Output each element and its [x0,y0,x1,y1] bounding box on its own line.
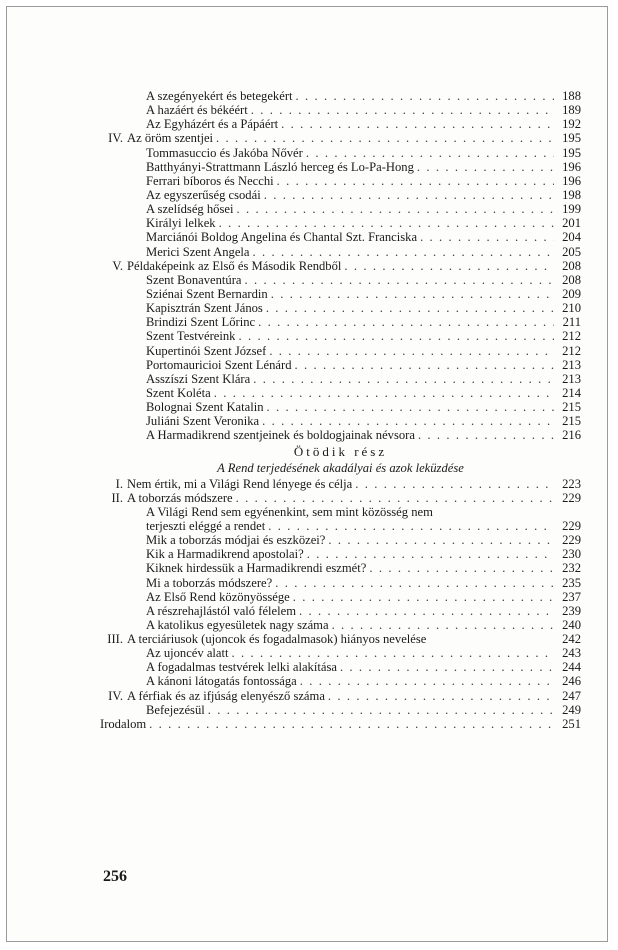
toc-entry [100,703,581,717]
toc-entry-title: Szent Bonaventúra [146,272,242,287]
toc-entry-page: 232 [562,561,581,576]
toc-entry-page: 247 [562,688,581,703]
toc-entry [100,428,581,442]
toc-entry-title: A katolikus egyesületek nagy száma [146,617,329,632]
dot-leader [269,344,554,358]
toc-entry [100,590,581,604]
toc-entry-title: A toborzás módszere [127,490,233,505]
dot-leader [344,259,554,273]
toc-entry-title: Mi a toborzás módszere? [146,575,273,590]
page-number: 256 [103,868,127,885]
toc-entry-number: IV. [108,688,123,703]
toc-entry [100,505,581,519]
toc-entry-title: A szelídség hősei [146,202,234,217]
toc-entry [100,344,581,358]
toc-entry-page: 242 [562,632,581,647]
toc-entry [100,358,581,372]
toc-entry [100,174,581,188]
toc-entry-title: Merici Szent Angela [146,244,250,259]
toc-entry-title: A férfiak és az ifjúság elenyésző száma [127,688,325,703]
dot-leader [149,717,554,731]
toc-entry [100,604,581,618]
toc-entry-page: 230 [562,547,581,562]
dot-leader [299,604,554,618]
dot-leader [296,89,554,103]
dot-leader [420,230,554,244]
toc-entry [100,477,581,491]
dot-leader [244,273,554,287]
toc-entry [100,301,581,315]
toc-entry-page: 189 [562,103,581,118]
toc-entry [100,533,581,547]
toc-entry [100,400,581,414]
dot-leader [332,618,554,632]
toc-entry [100,632,581,646]
dot-leader [216,131,554,145]
toc-entry-title: Kiknek hirdessük a Harmadikrendi eszmét? [146,561,367,576]
toc-entry [100,315,581,329]
toc-entry-page: 211 [562,315,581,330]
toc-entry-title: Az Első Rend közönyössége [146,589,290,604]
dot-leader [307,547,554,561]
toc-entry-number: I. [115,476,123,491]
toc-entry-title: Mik a toborzás módjai és eszközei? [146,533,326,548]
dot-leader [306,146,554,160]
dot-leader [355,477,554,491]
toc-entry-title: Befejezésül [146,702,205,717]
toc-entry-title: Kik a Harmadikrend apostolai? [146,547,304,562]
toc-entry-page: 209 [562,286,581,301]
toc-entry-page: 249 [562,702,581,717]
toc-entry-title: A kánoni látogatás fontossága [146,674,297,689]
toc-entry-title: Királyi lelkek [146,216,216,231]
toc-entry [100,230,581,244]
dot-leader [268,519,554,533]
toc-entry-title: A részrehajlástól való félelem [146,603,297,618]
toc-entry-title: Irodalom [100,716,147,731]
toc-entry [100,576,581,590]
toc-entry-title: Ferrari bíboros és Necchi [146,173,274,188]
toc-entry-title: Az ujoncév alatt [146,646,229,661]
toc-entry-page: 192 [562,117,581,132]
dot-leader [258,315,554,329]
toc-entry-title: A Világi Rend sem egyénenkint, sem mint közösség nem [146,504,433,519]
toc-entry-page: 240 [562,617,581,632]
toc-entry [100,386,581,400]
toc-entry-title: Asszíszi Szent Klára [146,371,251,386]
toc-entry-title: A szegényekért és betegekért [146,89,293,103]
toc-entry [100,202,581,216]
toc-entry-title: Az egyszerűség csodái [146,187,261,202]
toc-entry-number: V. [112,258,123,273]
toc-entry-page: 204 [562,230,581,245]
dot-leader [214,386,554,400]
toc-entry-title: Portomauricioi Szent Lénárd [146,357,292,372]
toc-entry-page: 215 [562,400,581,415]
toc-entry [100,674,581,688]
dot-leader [253,372,554,386]
toc-entry-title: Nem értik, mi a Világi Rend lényege és célja [127,476,353,491]
toc-entry-page: 201 [562,216,581,231]
dot-leader [236,491,554,505]
dot-leader [264,188,554,202]
toc-entry [100,329,581,343]
part-subtitle: A Rend terjedésének akadályai és azok leküzdése [217,460,464,475]
toc-entry-page: 196 [562,159,581,174]
dot-leader [300,674,554,688]
dot-leader [295,358,555,372]
dot-leader [275,576,554,590]
toc-entry-title: Az Egyházért és a Pápáért [146,117,279,132]
toc-entry-title: Tommasuccio és Jakóba Nővér [146,145,303,160]
toc-entry [100,414,581,428]
toc-entry-title: Példaképeink az Első és Második Rendből [127,258,342,273]
dot-leader [293,590,554,604]
toc-entry-page: 188 [562,89,581,103]
toc-entry-title: Bolognai Szent Katalin [146,400,264,415]
toc-entry-page: 243 [562,646,581,661]
toc-entry [100,372,581,386]
toc-entry [100,547,581,561]
book-page [6,6,608,942]
toc-entry-title: Batthyányi-Strattmann László herceg és Lo-Pa-Hong [146,159,414,174]
toc-entry [100,146,581,160]
toc-entry-page: 246 [562,674,581,689]
toc-section-part-four [100,89,581,443]
dot-leader [238,329,554,343]
toc-entry [100,689,581,703]
toc-entry [100,519,581,533]
part-heading: Ötödik rész [293,443,388,459]
dot-leader [208,703,554,717]
dot-leader [418,428,554,442]
toc-entry [100,660,581,674]
toc-entry-page: 251 [562,716,581,731]
toc-entry-page: 212 [562,343,581,358]
toc-entry [100,117,581,131]
toc-entry [100,491,581,505]
toc-entry-title: A fogadalmas testvérek lelki alakítása [146,660,337,675]
toc-entry-number: IV. [108,131,123,146]
toc-entry-title: Szent Testvéreink [146,329,236,344]
toc-entry-page: 214 [562,385,581,400]
toc-entry-title: Kapisztrán Szent János [146,301,263,316]
toc-entry [100,216,581,230]
toc-entry-title: Marciánói Boldog Angelina és Chantal Szt. Franciska [146,230,418,245]
toc-entry-title: A terciáriusok (ujoncok és fogadalmasok) hiányos nevelése [127,632,427,647]
toc-entry [100,131,581,145]
toc-entry-page: 198 [562,187,581,202]
toc-entry [100,89,581,103]
dot-leader [328,533,554,547]
toc-entry-page: 195 [562,131,581,146]
toc-entry-page: 244 [562,660,581,675]
toc-entry [100,646,581,660]
toc-entry-title: A Harmadikrend szentjeinek és boldogjainak névsora [146,428,415,443]
toc-entry [100,561,581,575]
toc-entry-title: Szent Koléta [146,385,211,400]
toc-entry [100,287,581,301]
toc-entry [100,103,581,117]
toc-entry-page: 229 [562,518,581,533]
toc-entry-page: 199 [562,202,581,217]
toc-entry [100,245,581,259]
toc-entry-title: terjeszti eléggé a rendet [146,518,266,533]
toc-entry [100,259,581,273]
dot-leader [236,202,554,216]
toc-entry [100,618,581,632]
toc-entry-page: 205 [562,244,581,259]
toc-entry-page: 239 [562,603,581,618]
dot-leader [369,561,554,575]
toc-entry-page: 216 [562,428,581,443]
toc-entry-title: Brindizi Szent Lőrinc [146,315,256,330]
dot-leader [271,287,554,301]
dot-leader [277,174,554,188]
toc-entry-page: 195 [562,145,581,160]
toc-entry-page: 229 [562,490,581,505]
toc-entry-title: Kupertinói Szent József [146,343,267,358]
table-of-contents [100,89,581,731]
dot-leader [340,660,554,674]
toc-entry [100,273,581,287]
toc-entry [100,717,581,731]
toc-entry [100,188,581,202]
toc-entry-page: 235 [562,575,581,590]
dot-leader [232,646,554,660]
toc-entry-title: Juliáni Szent Veronika [146,414,260,429]
toc-entry-title: Sziénai Szent Bernardin [146,286,268,301]
dot-leader [328,689,554,703]
toc-entry-page: 237 [562,589,581,604]
dot-leader [251,103,554,117]
toc-entry-page: 210 [562,301,581,316]
toc-entry-page: 208 [562,272,581,287]
dot-leader [219,216,554,230]
toc-entry [100,160,581,174]
toc-section-part-five [100,477,581,732]
dot-leader [253,245,554,259]
toc-entry-number: II. [111,490,123,505]
dot-leader [281,117,554,131]
dot-leader [266,301,554,315]
dot-leader [417,160,554,174]
toc-entry-page: 213 [562,357,581,372]
toc-entry-page: 196 [562,173,581,188]
toc-entry-title: A hazáért és békéért [146,103,248,118]
toc-entry-page: 212 [562,329,581,344]
dot-leader [267,400,554,414]
toc-entry-page: 229 [562,533,581,548]
toc-entry-page: 215 [562,414,581,429]
toc-entry-page: 223 [562,476,581,491]
toc-entry-number: III. [107,632,123,647]
toc-entry-page: 213 [562,371,581,386]
toc-entry-page: 208 [562,258,581,273]
toc-entry-title: Az öröm szentjei [127,131,214,146]
dot-leader [262,414,554,428]
